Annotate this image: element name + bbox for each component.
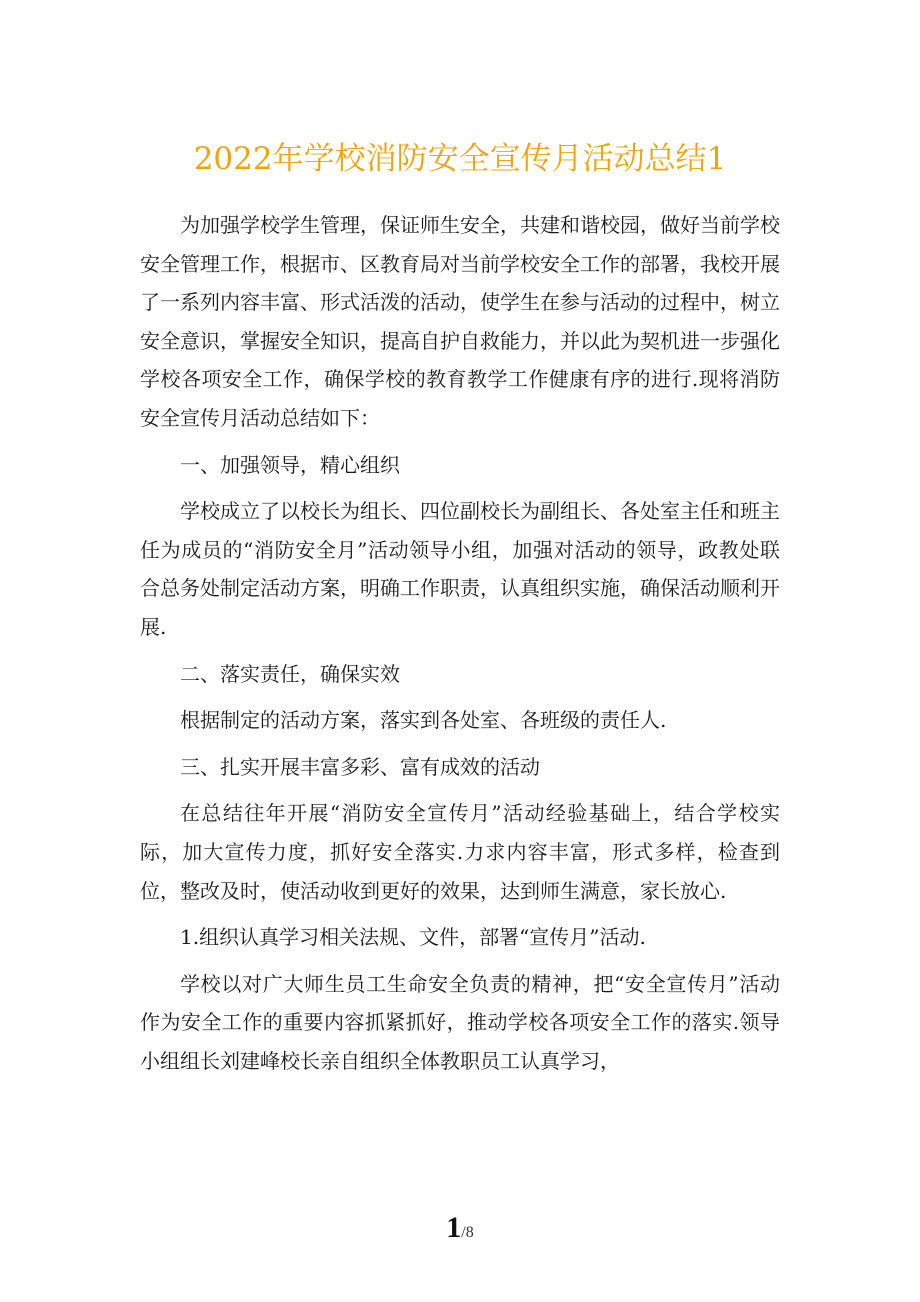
paragraph-study: 学校以对广大师生员工生命安全负责的精神，把“安全宣传月”活动作为安全工作的重要内容抓紧抓好，推动学校各项安全工作的落实.领导小组组长刘建峰校长亲自组织全体教职员工认真学习， <box>140 971 780 1073</box>
section-heading-3: 三、扎实开展丰富多彩、富有成效的活动 <box>180 754 540 779</box>
page-number <box>0 1208 920 1253</box>
document-title: 2022年学校消防安全宣传月活动总结1 <box>193 140 727 177</box>
paragraph-responsibility: 根据制定的活动方案，落实到各处室、各班级的责任人. <box>180 708 667 733</box>
page-separator: / <box>461 1224 466 1241</box>
current-page-number: 1 <box>446 1211 462 1244</box>
paragraph-activities: 在总结往年开展“消防安全宣传月”活动经验基础上，结合学校实际，加大宣传力度，抓好安全落实.力求内容丰富，形式多样，检查到位，整改及时，使活动收到更好的效果，达到师生满意，家长放心. <box>140 801 780 903</box>
paragraph-leadership: 学校成立了以校长为组长、四位副校长为副组长、各处室主任和班主任为成员的“消防安全月”活动领导小组，加强对活动的领导，政教处联合总务处制定活动方案，明确工作职责，认真组织实施，确保活动顺利开展. <box>140 499 780 639</box>
paragraph-intro: 为加强学校学生管理，保证师生安全，共建和谐校园，做好当前学校安全管理工作，根据市、区教育局对当前学校安全工作的部署，我校开展了一系列内容丰富、形式活泼的活动，使学生在参与活动的过程中，树立安全意识，掌握安全知识，提高自护自救能力，并以此为契机进一步强化学校各项安全工作，确保学校的教育教学工作健康有序的进行.现将消防安全宣传月活动总结如下： <box>140 213 780 430</box>
subsection-heading-1: 1.组织认真学习相关法规、文件，部署“宣传月”活动. <box>180 925 646 950</box>
total-pages-number: 8 <box>465 1224 474 1241</box>
document-body <box>140 206 780 1088</box>
section-heading-1: 一、加强领导，精心组织 <box>180 452 400 477</box>
section-heading-2: 二、落实责任，确保实效 <box>180 661 400 686</box>
